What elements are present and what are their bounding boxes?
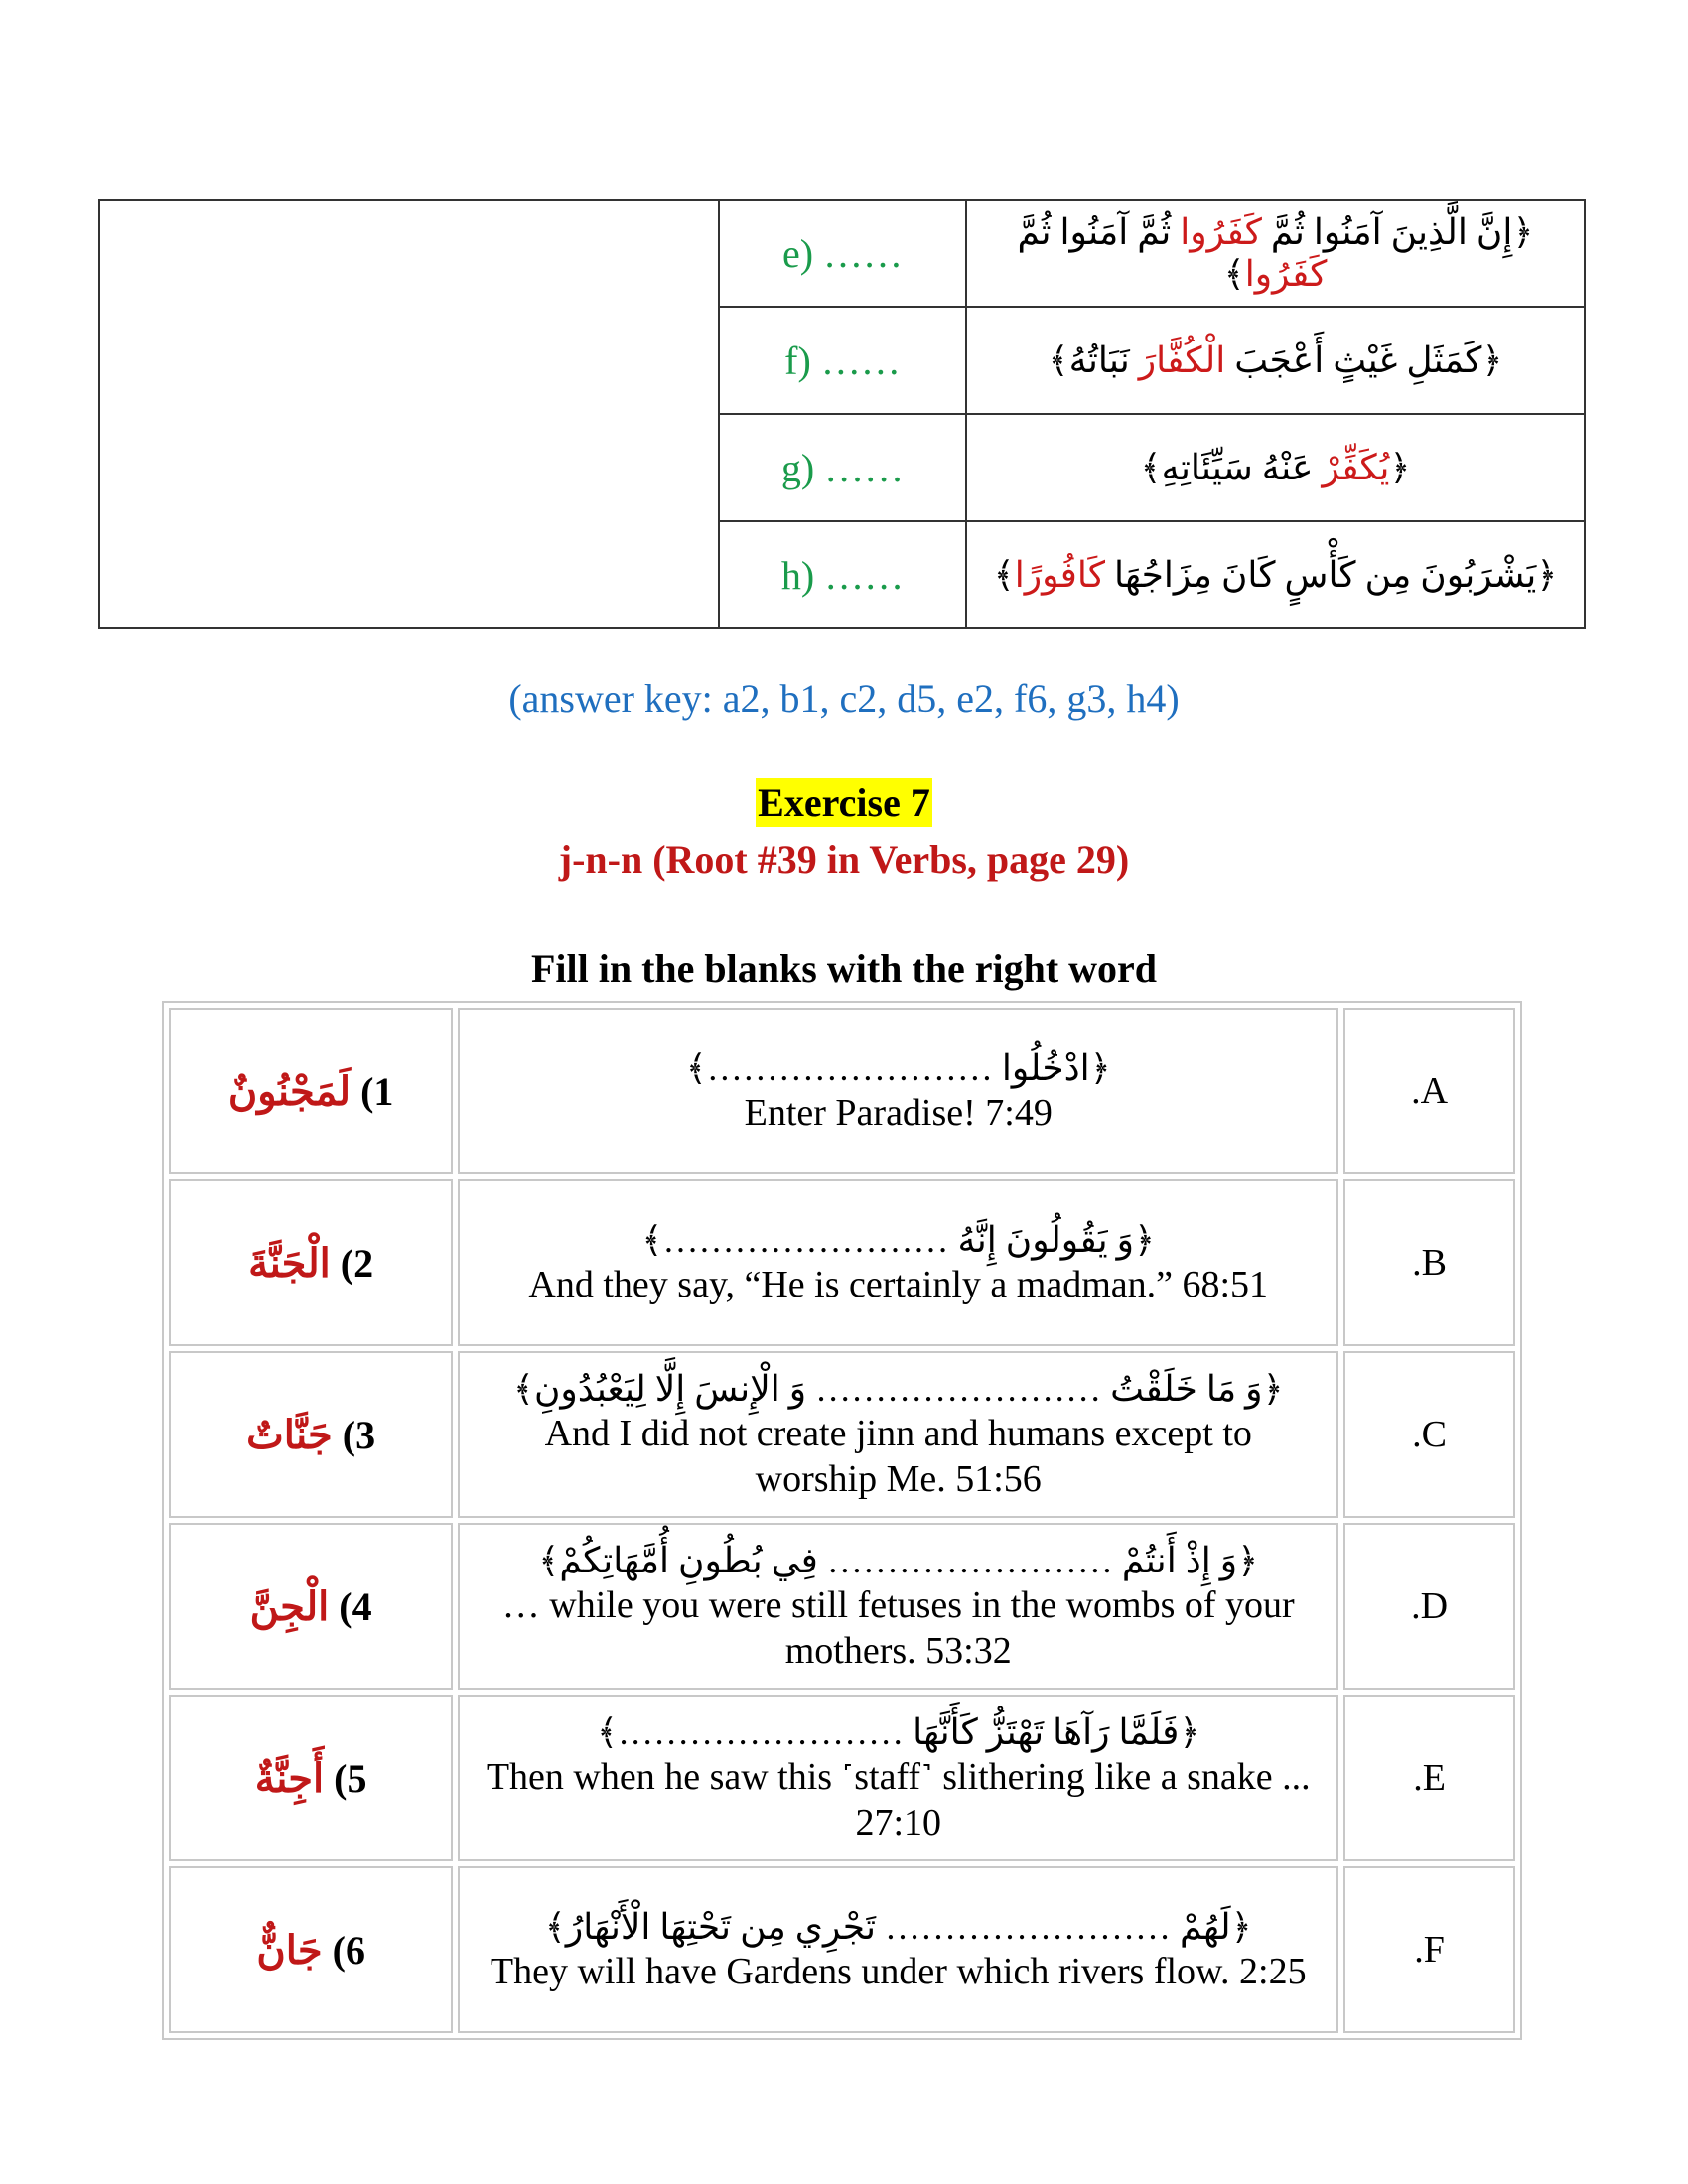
matching-empty-cell (99, 200, 719, 628)
verse-text: نَبَاتُهُ﴾ (1048, 341, 1139, 380)
arabic-word: جَنَّاتٌ (246, 1412, 333, 1457)
verse-text: ﴿يَشْرَبُونَ مِن كَأْسٍ كَانَ مِزَاجُهَا (1105, 555, 1558, 595)
word-option (169, 1523, 453, 1690)
word-number: 3) (342, 1412, 376, 1457)
verse-text: ﴿ (1389, 448, 1411, 487)
word-number: 2) (340, 1240, 374, 1286)
verse-text: عَنْهُ سَيِّئَاتِهِ﴾ (1140, 448, 1323, 487)
exercise-instruction: Fill in the blanks with the right word (530, 946, 1158, 991)
arabic-word: أَجِنَّةٌ (254, 1755, 325, 1801)
matching-row-e (99, 200, 1585, 307)
english-translation: Then when he saw this ˹staff˺ slithering like a snake ... 27:10 (486, 1756, 1311, 1843)
arabic-word: الْجَنَّةَ (248, 1240, 331, 1286)
verse-cell (458, 1866, 1338, 2033)
row-letter: .B (1343, 1179, 1515, 1346)
arabic-verse: ﴿وَ مَا خَلَقْتُ …………………… وَ الْإِنسَ إِلَّا لِيَعْبُدُونِ﴾ (512, 1369, 1284, 1409)
word-number: 1) (360, 1068, 394, 1114)
verse-text: ﴿كَمَثَلِ غَيْثٍ أَعْجَبَ (1225, 341, 1503, 380)
row-letter: .A (1343, 1008, 1515, 1174)
english-translation: They will have Gardens under which rivers flow. 2:25 (490, 1951, 1307, 1992)
word-number: 4) (339, 1583, 372, 1629)
verse-cell (458, 1523, 1338, 1690)
english-translation: And I did not create jinn and humans except to worship Me. 51:56 (544, 1413, 1252, 1500)
row-letter: .D (1343, 1523, 1515, 1690)
highlight-word: كَفَرُوا (1180, 212, 1262, 252)
arabic-verse (966, 521, 1585, 628)
arabic-word: الْجِنَّ (249, 1583, 330, 1629)
row-letter: .C (1343, 1351, 1515, 1518)
exercise-subtitle: j-n-n (Root #39 in Verbs, page 29) (558, 837, 1130, 882)
word-number: 5) (334, 1755, 367, 1801)
verse-cell (458, 1351, 1338, 1518)
word-option (169, 1179, 453, 1346)
option-label: h) …… (719, 521, 966, 628)
arabic-verse (966, 307, 1585, 414)
arabic-word: جَانٌّ (256, 1927, 323, 1973)
table-row (169, 1351, 1515, 1518)
arabic-verse: ﴿وَ إِذْ أَنتُمْ …………………… فِي بُطُونِ أُمَّهَاتِكُمْ﴾ (538, 1541, 1259, 1580)
table-row (169, 1179, 1515, 1346)
verse-cell (458, 1695, 1338, 1861)
option-label: e) …… (719, 200, 966, 307)
word-number: 6) (332, 1927, 365, 1973)
verse-text: ﴾ (993, 555, 1015, 595)
table-row (169, 1523, 1515, 1690)
answer-key: (answer key: a2, b1, c2, d5, e2, f6, g3, h4) (508, 676, 1180, 721)
english-translation: … while you were still fetuses in the wombs of your mothers. 53:32 (501, 1584, 1295, 1672)
verse-cell (458, 1179, 1338, 1346)
table-row (169, 1695, 1515, 1861)
exercise-title (0, 779, 1688, 826)
highlight-word: الْكُفَّارَ (1138, 341, 1226, 380)
row-letter: .E (1343, 1695, 1515, 1861)
option-label: g) …… (719, 414, 966, 521)
highlight-word: كَفَرُوا (1244, 254, 1328, 294)
table-row (169, 1866, 1515, 2033)
arabic-verse: ﴿لَهُمْ …………………… تَجْرِي مِن تَحْتِهَا الْأَنْهَارُ﴾ (544, 1907, 1252, 1947)
highlight-word: كَافُورًا (1014, 555, 1105, 595)
verse-text: ﴾ (1223, 254, 1245, 294)
matching-table (98, 199, 1586, 629)
highlight-word: يُكَفِّرْ (1322, 448, 1390, 487)
arabic-verse: ﴿فَلَمَّا رَآهَا تَهْتَزُّ كَأَنَّهَا ……………………﴾ (597, 1712, 1200, 1752)
word-option (169, 1008, 453, 1174)
arabic-verse: ﴿ادْخُلُوا ……………………﴾ (685, 1048, 1111, 1088)
word-option (169, 1351, 453, 1518)
exercise-table (162, 1001, 1522, 2040)
table-row (169, 1008, 1515, 1174)
arabic-verse (966, 414, 1585, 521)
arabic-verse: ﴿وَ يَقُولُونَ إِنَّهُ ……………………﴾ (641, 1220, 1156, 1260)
word-option (169, 1695, 453, 1861)
verse-text: ﴿إِنَّ الَّذِينَ آمَنُوا ثُمَّ (1261, 212, 1534, 252)
arabic-verse (966, 200, 1585, 307)
row-letter: .F (1343, 1866, 1515, 2033)
verse-text: ثُمَّ آمَنُوا ثُمَّ (1017, 212, 1181, 252)
exercise-title-text: Exercise 7 (758, 780, 930, 825)
english-translation: And they say, “He is certainly a madman.” 68:51 (528, 1264, 1269, 1305)
verse-cell (458, 1008, 1338, 1174)
option-label: f) …… (719, 307, 966, 414)
arabic-word: لَمَجْنُونٌ (227, 1068, 352, 1114)
word-option (169, 1866, 453, 2033)
english-translation: Enter Paradise! 7:49 (744, 1092, 1053, 1134)
